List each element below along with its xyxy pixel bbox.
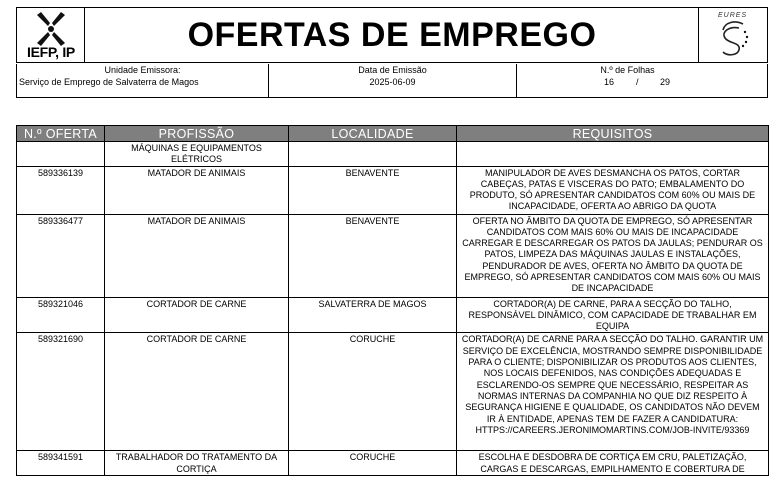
- cell-localidade: BENAVENTE: [289, 214, 457, 297]
- cell-profissao: MÁQUINAS E EQUIPAMENTOS ELÉTRICOS: [105, 142, 289, 167]
- cell-localidade: SALVATERRA DE MAGOS: [289, 297, 457, 333]
- unidade-value: Serviço de Emprego de Salvaterra de Magos: [19, 77, 199, 87]
- column-header-localidade: LOCALIDADE: [289, 126, 457, 142]
- cell-requisitos: OFERTA NO ÂMBITO DA QUOTA DE EMPREGO, SÓ APRESENTAR CANDIDATOS COM MAIS 60% OU MAIS DE INCAPACIDADE CARREGAR E DESCARREGAR OS PATOS DA JAULAS; PENDURAR OS PATOS, LIMPEZA DAS MÁQUINAS JAULAS E INSTALAÇÕES, PENDURADOR DE AVES, OFERTA NO ÂMBITO DA QUOTA DE EMPREGO, SÓ APRESENTAR CANDIDATOS COM MAIS 60% OU MAIS DE INCAPACIDADE: [457, 214, 769, 297]
- cell-localidade: CORUCHE: [289, 451, 457, 476]
- offers-table: [16, 125, 769, 476]
- column-header-oferta: N.º OFERTA: [17, 126, 105, 142]
- cell-profissao: CORTADOR DE CARNE: [105, 297, 289, 333]
- cell-requisitos: [457, 142, 769, 167]
- cell-profissao: MATADOR DE ANIMAIS: [105, 166, 289, 214]
- column-header-requisitos: REQUISITOS: [457, 126, 769, 142]
- cell-profissao: MATADOR DE ANIMAIS: [105, 214, 289, 297]
- cell-profissao: TRABALHADOR DO TRATAMENTO DA CORTIÇA: [105, 451, 289, 476]
- table-row: [17, 142, 769, 167]
- table-row: [17, 333, 769, 451]
- cell-oferta: 589321690: [17, 333, 105, 451]
- cell-oferta: [17, 142, 105, 167]
- iefp-logo-icon: [17, 8, 85, 48]
- table-row: [17, 297, 769, 333]
- folhas-current: 16: [604, 77, 615, 87]
- cell-localidade: CORUCHE: [289, 333, 457, 451]
- table-row: [17, 166, 769, 214]
- table-row: [17, 451, 769, 476]
- cell-oferta: 589336477: [17, 214, 105, 297]
- unidade-label: Unidade Emissora:: [104, 65, 181, 75]
- cell-oferta: 589321046: [17, 297, 105, 333]
- column-header-profissao: PROFISSÃO: [105, 126, 289, 142]
- folhas-total: 29: [660, 77, 671, 87]
- table-header-row: [17, 126, 769, 142]
- eures-logo-text: EURES: [718, 12, 748, 19]
- cell-requisitos: CORTADOR(A) DE CARNE PARA A SECÇÃO DO TALHO. GARANTIR UM SERVIÇO DE EXCELÊNCIA, MOSTRANDO SEMPRE DISPONIBILIDADE PARA O CLIENTE; DISPONIBILIZAR OS PRODUTOS AOS CLIENTES, NOS LOCAIS DEFENIDOS, NAS CONDIÇÕES ADEQUADAS E ESCLARENDO-OS SEMPRE QUE NECESSÁRIO, RESPEITAR AS NORMAS INTERNAS DA COMPANHIA NO QUE DIZ RESPEITO À SEGURANÇA HIGIENE E QUALIDADE, OS CANDIDATOS NÃO DEVEM IR À ENTIDADE, APENAS TEM DE FAZER A CANDIDATURA: HTTPS://CAREERS.JERONIMOMARTINS.COM/JOB-INVITE/93369: [457, 333, 769, 451]
- data-emissao-label: Data de Emissão: [358, 65, 427, 75]
- cell-requisitos: ESCOLHA E DESDOBRA DE CORTIÇA EM CRU, PALETIZAÇÃO, CARGAS E DESCARGAS, EMPILHAMENTO E COBERTURA DE: [457, 451, 769, 476]
- folhas-label: N.º de Folhas: [600, 65, 655, 75]
- cell-localidade: [289, 142, 457, 167]
- cell-oferta: 589341591: [17, 451, 105, 476]
- cell-requisitos: CORTADOR(A) DE CARNE, PARA A SECÇÃO DO TALHO, RESPONSÁVEL DINÂMICO, COM CAPACIDADE DE TRABALHAR EM EQUIPA: [457, 297, 769, 333]
- cell-requisitos: MANIPULADOR DE AVES DESMANCHA OS PATOS, CORTAR CABEÇAS, PATAS E VISCERAS DO PATO; EMBALAMENTO DO PRODUTO, SÓ APRESENTAR CANDIDATOS COM 60% OU MAIS DE INCAPACIDADE, OFERTA AO ABRIGO DA QUOTA: [457, 166, 769, 214]
- cell-localidade: BENAVENTE: [289, 166, 457, 214]
- page-title: OFERTAS DE EMPREGO: [187, 15, 597, 54]
- folhas-separator: /: [636, 77, 639, 87]
- table-row: [17, 214, 769, 297]
- iefp-logo-text: IEFP, IP: [27, 44, 75, 60]
- cell-oferta: 589336139: [17, 166, 105, 214]
- cell-profissao: CORTADOR DE CARNE: [105, 333, 289, 451]
- data-emissao-value: 2025-06-09: [369, 77, 416, 87]
